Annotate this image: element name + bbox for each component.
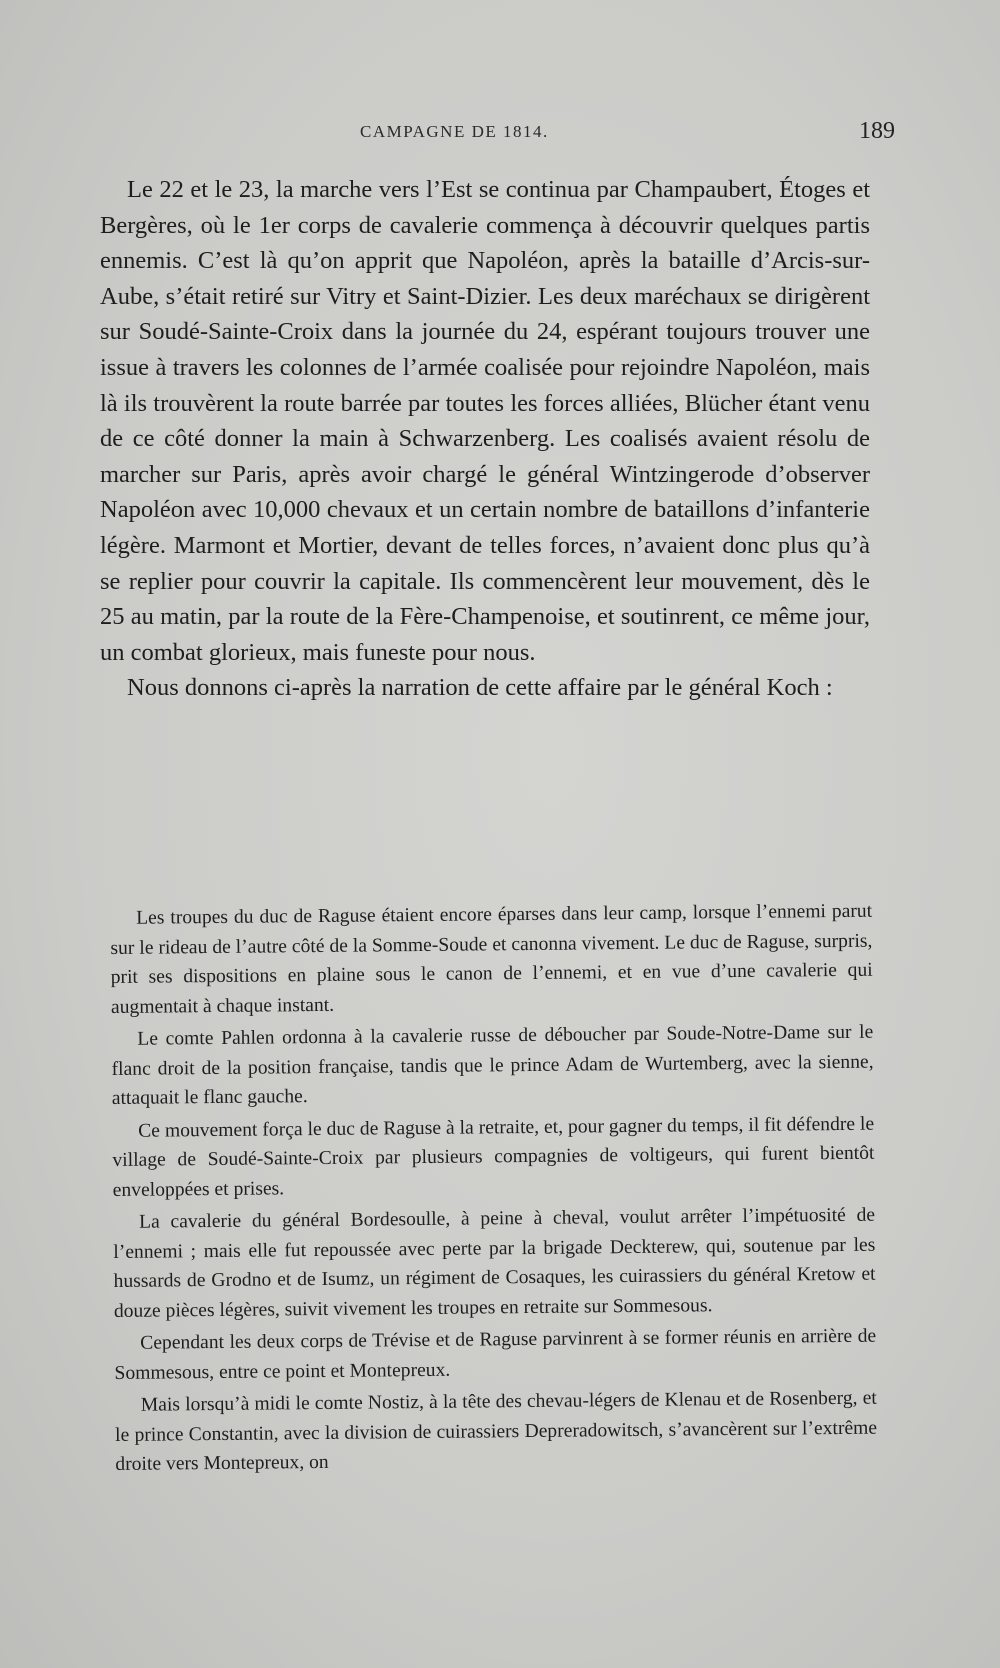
page-header [105,118,895,150]
quote-paragraph: Mais lorsqu’à midi le comte Nostiz, à la tête des chevau-légers de Klenau et de Rosenberg, et le prince Constantin, avec la division de cuirassiers Depreradowitsch, s’avancèrent sur l’extrême droite vers Montepreux, on [114,1387,878,1475]
quote-paragraph: La cavalerie du général Bordesoulle, à peine à cheval, voulut arrêter l’impétuosité de l’ennemi ; mais elle fut repoussée avec perte par la brigade Deckterew, qui, soutenue par les hussards de Grodno et de Isumz, un régiment de Cosaques, les cuirassiers du général Kretow et douze pièces légères, suivit vivement les troupes en retraite sur Sommesous. [113,1204,876,1322]
body-paragraph: Le 22 et le 23, la marche vers l’Est se continua par Champaubert, Étoges et Bergères, où le 1er corps de cavalerie commença à découvrir quelques partis ennemis. C’est là qu’on apprit que Napoléon, après la bataille d’Arcis-sur-Aube, s’était retiré sur Vitry et Saint-Dizier. Les deux maréchaux se dirigèrent sur Soudé-Sainte-Croix dans la journée du 24, espérant toujours trouver une issue à travers les colonnes de l’armée coalisée pour rejoindre Napoléon, mais là ils trouvèrent la route barrée par toutes les forces alliées, Blücher étant venu de ce côté donner la main à Schwarzenberg. Les coalisés avaient résolu de marcher sur Paris, après avoir chargé le général Wintzingerode d’observer Napoléon avec 10,000 chevaux et un certain nombre de bataillons d’infanterie légère. Marmont et Mortier, devant de telles forces, n’avaient donc plus qu’à se replier pour couvrir la capitale. Ils commencèrent leur mouvement, dès le 25 au matin, par la route de la Fère-Champenoise, et soutinrent, ce même jour, un combat glorieux, mais funeste pour nous. [100,176,870,666]
quoted-narration [110,897,878,1483]
quote-paragraph: Le comte Pahlen ordonna à la cavalerie russe de déboucher par Soude-Notre-Dame sur le flanc droit de la position française, tandis que le prince Adam de Wurtemberg, avec la sienne, attaquait le flanc gauche. [111,1021,874,1109]
quote-paragraph: Cependant les deux corps de Trévise et de Raguse parvinrent à se former réunis en arrière de Sommesous, entre ce point et Montepreux. [114,1325,877,1384]
main-text [100,172,870,706]
body-paragraph: Nous donnons ci-après la narration de cette affaire par le général Koch : [127,674,833,702]
quote-paragraph: Ce mouvement força le duc de Raguse à la retraite, et, pour gagner du temps, il fit défendre le village de Soudé-Sainte-Croix par plusieurs compagnies de voltigeurs, qui furent bientôt enveloppées et prises. [112,1113,875,1201]
running-title: CAMPAGNE DE 1814. [360,122,549,141]
page-number: 189 [859,118,895,144]
quote-paragraph: Les troupes du duc de Raguse étaient encore éparses dans leur camp, lorsque l’ennemi parut sur le rideau de l’autre côté de la Somme-Soude et canonna vivement. Le duc de Raguse, surpris, prit ses dispositions en plaine sous le canon de l’ennemi, et en vue d’une cavalerie qui augmentait à chaque instant. [110,900,873,1018]
